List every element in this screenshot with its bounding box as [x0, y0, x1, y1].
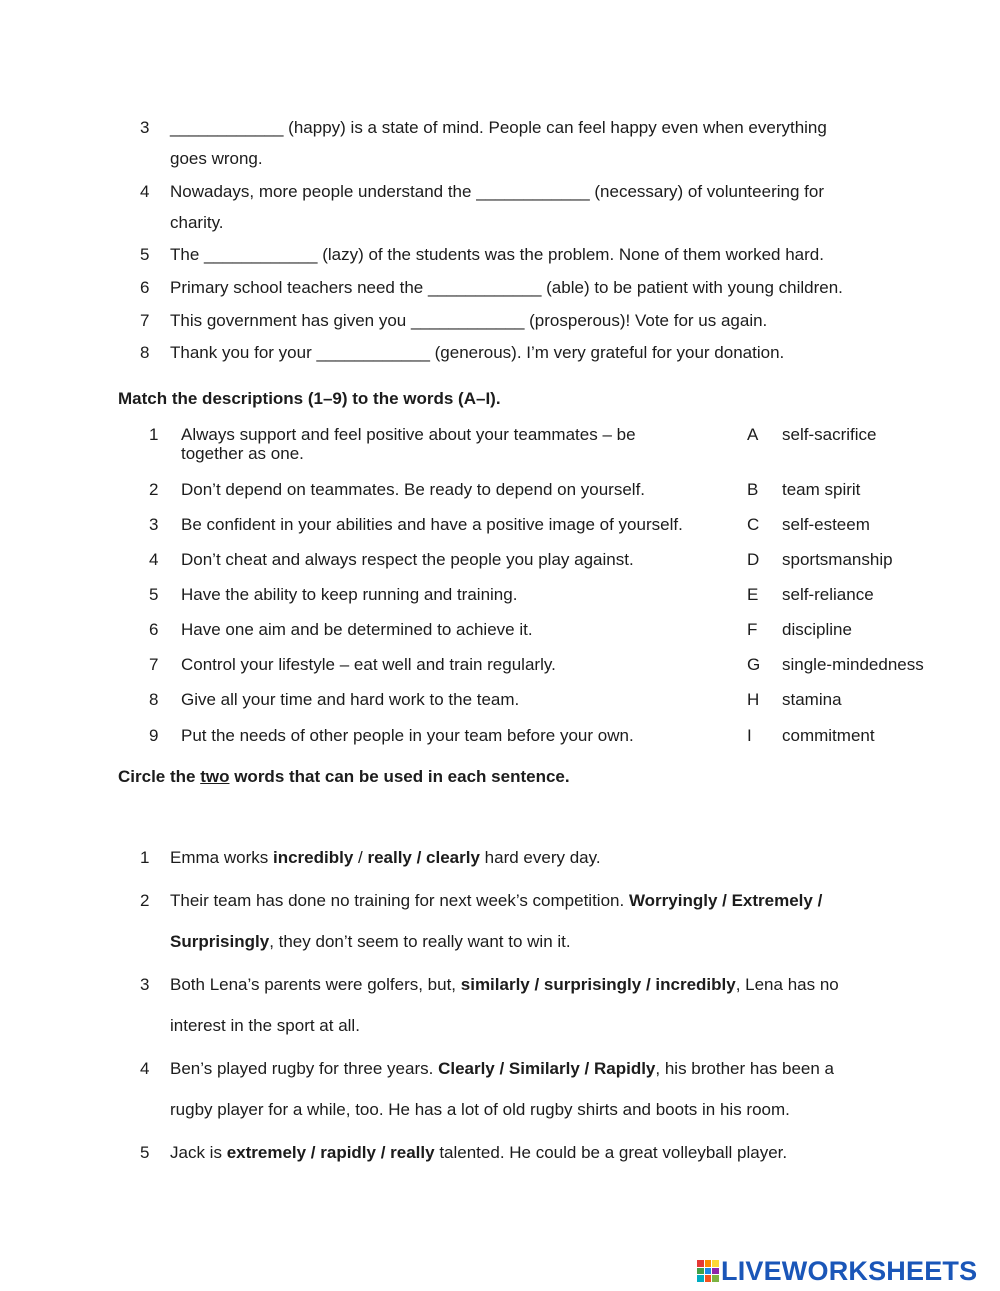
heading-text: Circle the	[118, 767, 201, 786]
word-letter: H	[747, 690, 760, 709]
item-number: 2	[140, 891, 150, 910]
exercise-2-heading: Match the descriptions (1–9) to the words (A–I).	[118, 389, 501, 408]
description-text: Don’t cheat and always respect the people you play against.	[181, 550, 634, 569]
logo-square	[712, 1275, 719, 1282]
sentence-continuation: Surprisingly, they don’t seem to really want to win it.	[170, 932, 571, 951]
item-number: 5	[140, 1143, 150, 1162]
heading-underlined: two	[200, 767, 230, 786]
item-number: 6	[140, 278, 150, 297]
word-letter: C	[747, 515, 760, 534]
description-number: 5	[149, 585, 159, 604]
description-number: 2	[149, 480, 159, 499]
description-text: Be confident in your abilities and have a positive image of yourself.	[181, 515, 683, 534]
sentence: Both Lena’s parents were golfers, but, similarly / surprisingly / incredibly, Lena has no	[170, 975, 839, 994]
description-number: 3	[149, 515, 159, 534]
sentence: Primary school teachers need the ____________ (able) to be patient with young children.	[170, 278, 843, 297]
word: self-reliance	[782, 585, 874, 604]
description-text-continuation: together as one.	[181, 444, 304, 463]
description-text: Control your lifestyle – eat well and train regularly.	[181, 655, 556, 674]
word: commitment	[782, 726, 875, 745]
sentence: Their team has done no training for next week’s competition. Worryingly / Extremely /	[170, 891, 823, 910]
description-text: Have the ability to keep running and training.	[181, 585, 518, 604]
item-number: 3	[140, 975, 150, 994]
logo-square	[697, 1260, 704, 1267]
logo-text: LIVEWORKSHEETS	[721, 1255, 978, 1286]
item-number: 3	[140, 118, 150, 137]
option[interactable]: Surprisingly	[170, 932, 270, 951]
description-text: Give all your time and hard work to the team.	[181, 690, 520, 709]
word-letter: F	[747, 620, 758, 639]
word: single-mindedness	[782, 655, 924, 674]
logo-square	[705, 1275, 712, 1282]
word-letter: I	[747, 726, 752, 745]
description-number: 7	[149, 655, 159, 674]
sentence: Thank you for your ____________ (generous). I’m very grateful for your donation.	[170, 343, 785, 362]
word-letter: D	[747, 550, 760, 569]
logo-square	[697, 1268, 704, 1275]
word-letter: G	[747, 655, 761, 674]
option[interactable]: incredibly	[272, 848, 354, 867]
exercise-3-heading	[118, 767, 570, 787]
option[interactable]: Worryingly / Extremely /	[628, 891, 823, 910]
item-number: 8	[140, 343, 150, 362]
option[interactable]: really / clearly	[367, 848, 480, 867]
heading-text: words that can be used in each sentence.	[229, 767, 570, 786]
word-letter: E	[747, 585, 759, 604]
word: self-sacrifice	[782, 425, 877, 444]
liveworksheets-logo	[697, 1256, 977, 1286]
word: stamina	[782, 690, 842, 709]
logo-mark-icon	[697, 1260, 719, 1282]
logo-square	[712, 1260, 719, 1267]
option[interactable]: similarly / surprisingly / incredibly	[460, 975, 736, 994]
description-text: Have one aim and be determined to achieve it.	[181, 620, 533, 639]
description-number: 6	[149, 620, 159, 639]
description-text: Put the needs of other people in your team before your own.	[181, 726, 634, 745]
sentence: ____________ (happy) is a state of mind. People can feel happy even when everything	[170, 118, 827, 137]
item-number: 1	[140, 848, 150, 867]
item-number: 7	[140, 311, 150, 330]
description-number: 8	[149, 690, 159, 709]
sentence: Emma works incredibly / really / clearly hard every day.	[170, 848, 601, 867]
sentence-continuation: interest in the sport at all.	[170, 1016, 360, 1035]
description-number: 9	[149, 726, 159, 745]
sentence-continuation: goes wrong.	[170, 149, 263, 168]
description-text: Always support and feel positive about your teammates – be	[181, 425, 636, 444]
word-letter: A	[747, 425, 759, 444]
option[interactable]: Clearly / Similarly / Rapidly	[438, 1059, 656, 1078]
option[interactable]: extremely / rapidly / really	[226, 1143, 435, 1162]
item-number: 4	[140, 182, 150, 201]
logo-square	[712, 1268, 719, 1275]
sentence-continuation: charity.	[170, 213, 224, 232]
description-text: Don’t depend on teammates. Be ready to depend on yourself.	[181, 480, 646, 499]
word-letter: B	[747, 480, 759, 499]
item-number: 4	[140, 1059, 150, 1078]
logo-square	[705, 1268, 712, 1275]
description-number: 4	[149, 550, 159, 569]
sentence: Nowadays, more people understand the ____________ (necessary) of volunteering for	[170, 182, 824, 201]
sentence-continuation: rugby player for a while, too. He has a lot of old rugby shirts and boots in his room.	[170, 1100, 790, 1119]
word: sportsmanship	[782, 550, 893, 569]
logo-square	[697, 1275, 704, 1282]
word: discipline	[782, 620, 852, 639]
word: self-esteem	[782, 515, 870, 534]
item-number: 5	[140, 245, 150, 264]
word: team spirit	[782, 480, 861, 499]
logo-square	[705, 1260, 712, 1267]
sentence: This government has given you ____________ (prosperous)! Vote for us again.	[170, 311, 768, 330]
description-number: 1	[149, 425, 159, 444]
sentence: The ____________ (lazy) of the students was the problem. None of them worked hard.	[170, 245, 824, 264]
sentence: Jack is extremely / rapidly / really talented. He could be a great volleyball player.	[170, 1143, 788, 1162]
sentence: Ben’s played rugby for three years. Clearly / Similarly / Rapidly, his brother has been a	[170, 1059, 835, 1078]
